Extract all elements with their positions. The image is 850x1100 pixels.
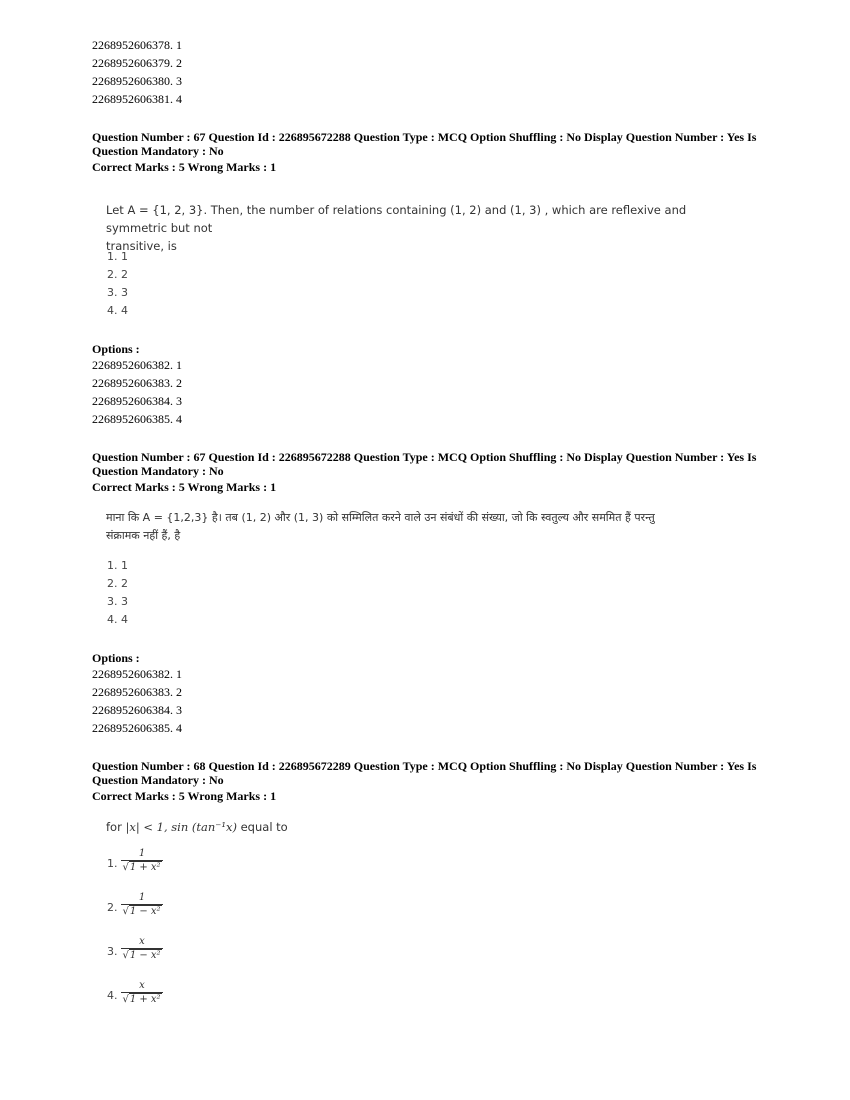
question-mandatory: Question Mandatory : No (92, 144, 224, 158)
question-mandatory: Question Mandatory : No (92, 773, 224, 787)
fraction-numerator: x (139, 936, 145, 947)
question-text-prefix: for (106, 820, 126, 834)
question-marks: Correct Marks : 5 Wrong Marks : 1 (92, 480, 277, 494)
fraction-denominator (120, 949, 164, 962)
choice: 3. 3 (107, 286, 128, 299)
option-line: 2268952606382. 1 (92, 358, 182, 372)
fraction-denominator (120, 993, 164, 1006)
option-line: 2268952606383. 2 (92, 376, 182, 390)
radicand: 1 − x² (129, 950, 161, 961)
choice: 4. 4 (107, 304, 128, 317)
fraction (120, 935, 164, 962)
option-line: 2268952606379. 2 (92, 56, 182, 70)
option-line: 2268952606382. 1 (92, 667, 182, 681)
question-text-line: Let A = {1, 2, 3}. Then, the number of relations containing (1, 2) and (1, 3) , which are reflexive and symmetric but not (106, 203, 687, 235)
fraction-numerator: 1 (138, 892, 146, 903)
option-line: 2268952606383. 2 (92, 685, 182, 699)
options-label: Options : (92, 651, 140, 665)
question-header: Question Number : 68 Question Id : 226895672289 Question Type : MCQ Option Shuffling : No Display Question Number : Yes Is (92, 759, 757, 773)
choice: 2. 2 (107, 577, 128, 590)
question-text-suffix: equal to (236, 820, 288, 834)
option-line: 2268952606380. 3 (92, 74, 182, 88)
choice: 2. 2 (107, 268, 128, 281)
radical-sign: √ (122, 994, 129, 1005)
fraction-numerator: x (139, 980, 145, 991)
fraction (120, 979, 164, 1006)
option-line: 2268952606381. 4 (92, 92, 182, 106)
question-text (106, 201, 746, 255)
question-text-line: संक्रामक नहीं हैं, है (106, 529, 181, 542)
fraction-denominator (120, 861, 164, 874)
choice-number: 2. (107, 901, 118, 914)
choice: 1. 1 (107, 250, 128, 263)
radicand: 1 + x² (129, 862, 161, 873)
question-text-line: transitive, is (106, 239, 177, 253)
fraction (120, 847, 164, 874)
option-line: 2268952606385. 4 (92, 721, 182, 735)
choice: 4. 4 (107, 613, 128, 626)
question-math: |x| < 1, sin (tan⁻¹x) (125, 820, 237, 834)
question-marks: Correct Marks : 5 Wrong Marks : 1 (92, 160, 277, 174)
fraction-numerator: 1 (138, 848, 146, 859)
question-text (106, 818, 746, 836)
option-line: 2268952606384. 3 (92, 394, 182, 408)
fraction (120, 891, 164, 918)
options-label: Options : (92, 342, 140, 356)
question-header: Question Number : 67 Question Id : 226895672288 Question Type : MCQ Option Shuffling : No Display Question Number : Yes Is (92, 130, 757, 144)
choice-number: 1. (107, 857, 118, 870)
choice: 3. 3 (107, 595, 128, 608)
question-text (106, 509, 746, 545)
choice-number: 4. (107, 989, 118, 1002)
option-line: 2268952606385. 4 (92, 412, 182, 426)
question-marks: Correct Marks : 5 Wrong Marks : 1 (92, 789, 277, 803)
radicand: 1 − x² (129, 906, 161, 917)
radical-sign: √ (122, 862, 129, 873)
radical-sign: √ (122, 906, 129, 917)
option-line: 2268952606384. 3 (92, 703, 182, 717)
question-text-line: माना कि A = {1,2,3} है। तब (1, 2) और (1, 3) को सम्मिलित करने वाले उन संबंधों की संख्या, जो कि स्वतुल्य और सममित हैं परन्तु (106, 511, 655, 524)
choice-number: 3. (107, 945, 118, 958)
fraction-denominator (120, 905, 164, 918)
question-header: Question Number : 67 Question Id : 226895672288 Question Type : MCQ Option Shuffling : No Display Question Number : Yes Is (92, 450, 757, 464)
radicand: 1 + x² (129, 994, 161, 1005)
question-mandatory: Question Mandatory : No (92, 464, 224, 478)
radical-sign: √ (122, 950, 129, 961)
choice: 1. 1 (107, 559, 128, 572)
option-line: 2268952606378. 1 (92, 38, 182, 52)
